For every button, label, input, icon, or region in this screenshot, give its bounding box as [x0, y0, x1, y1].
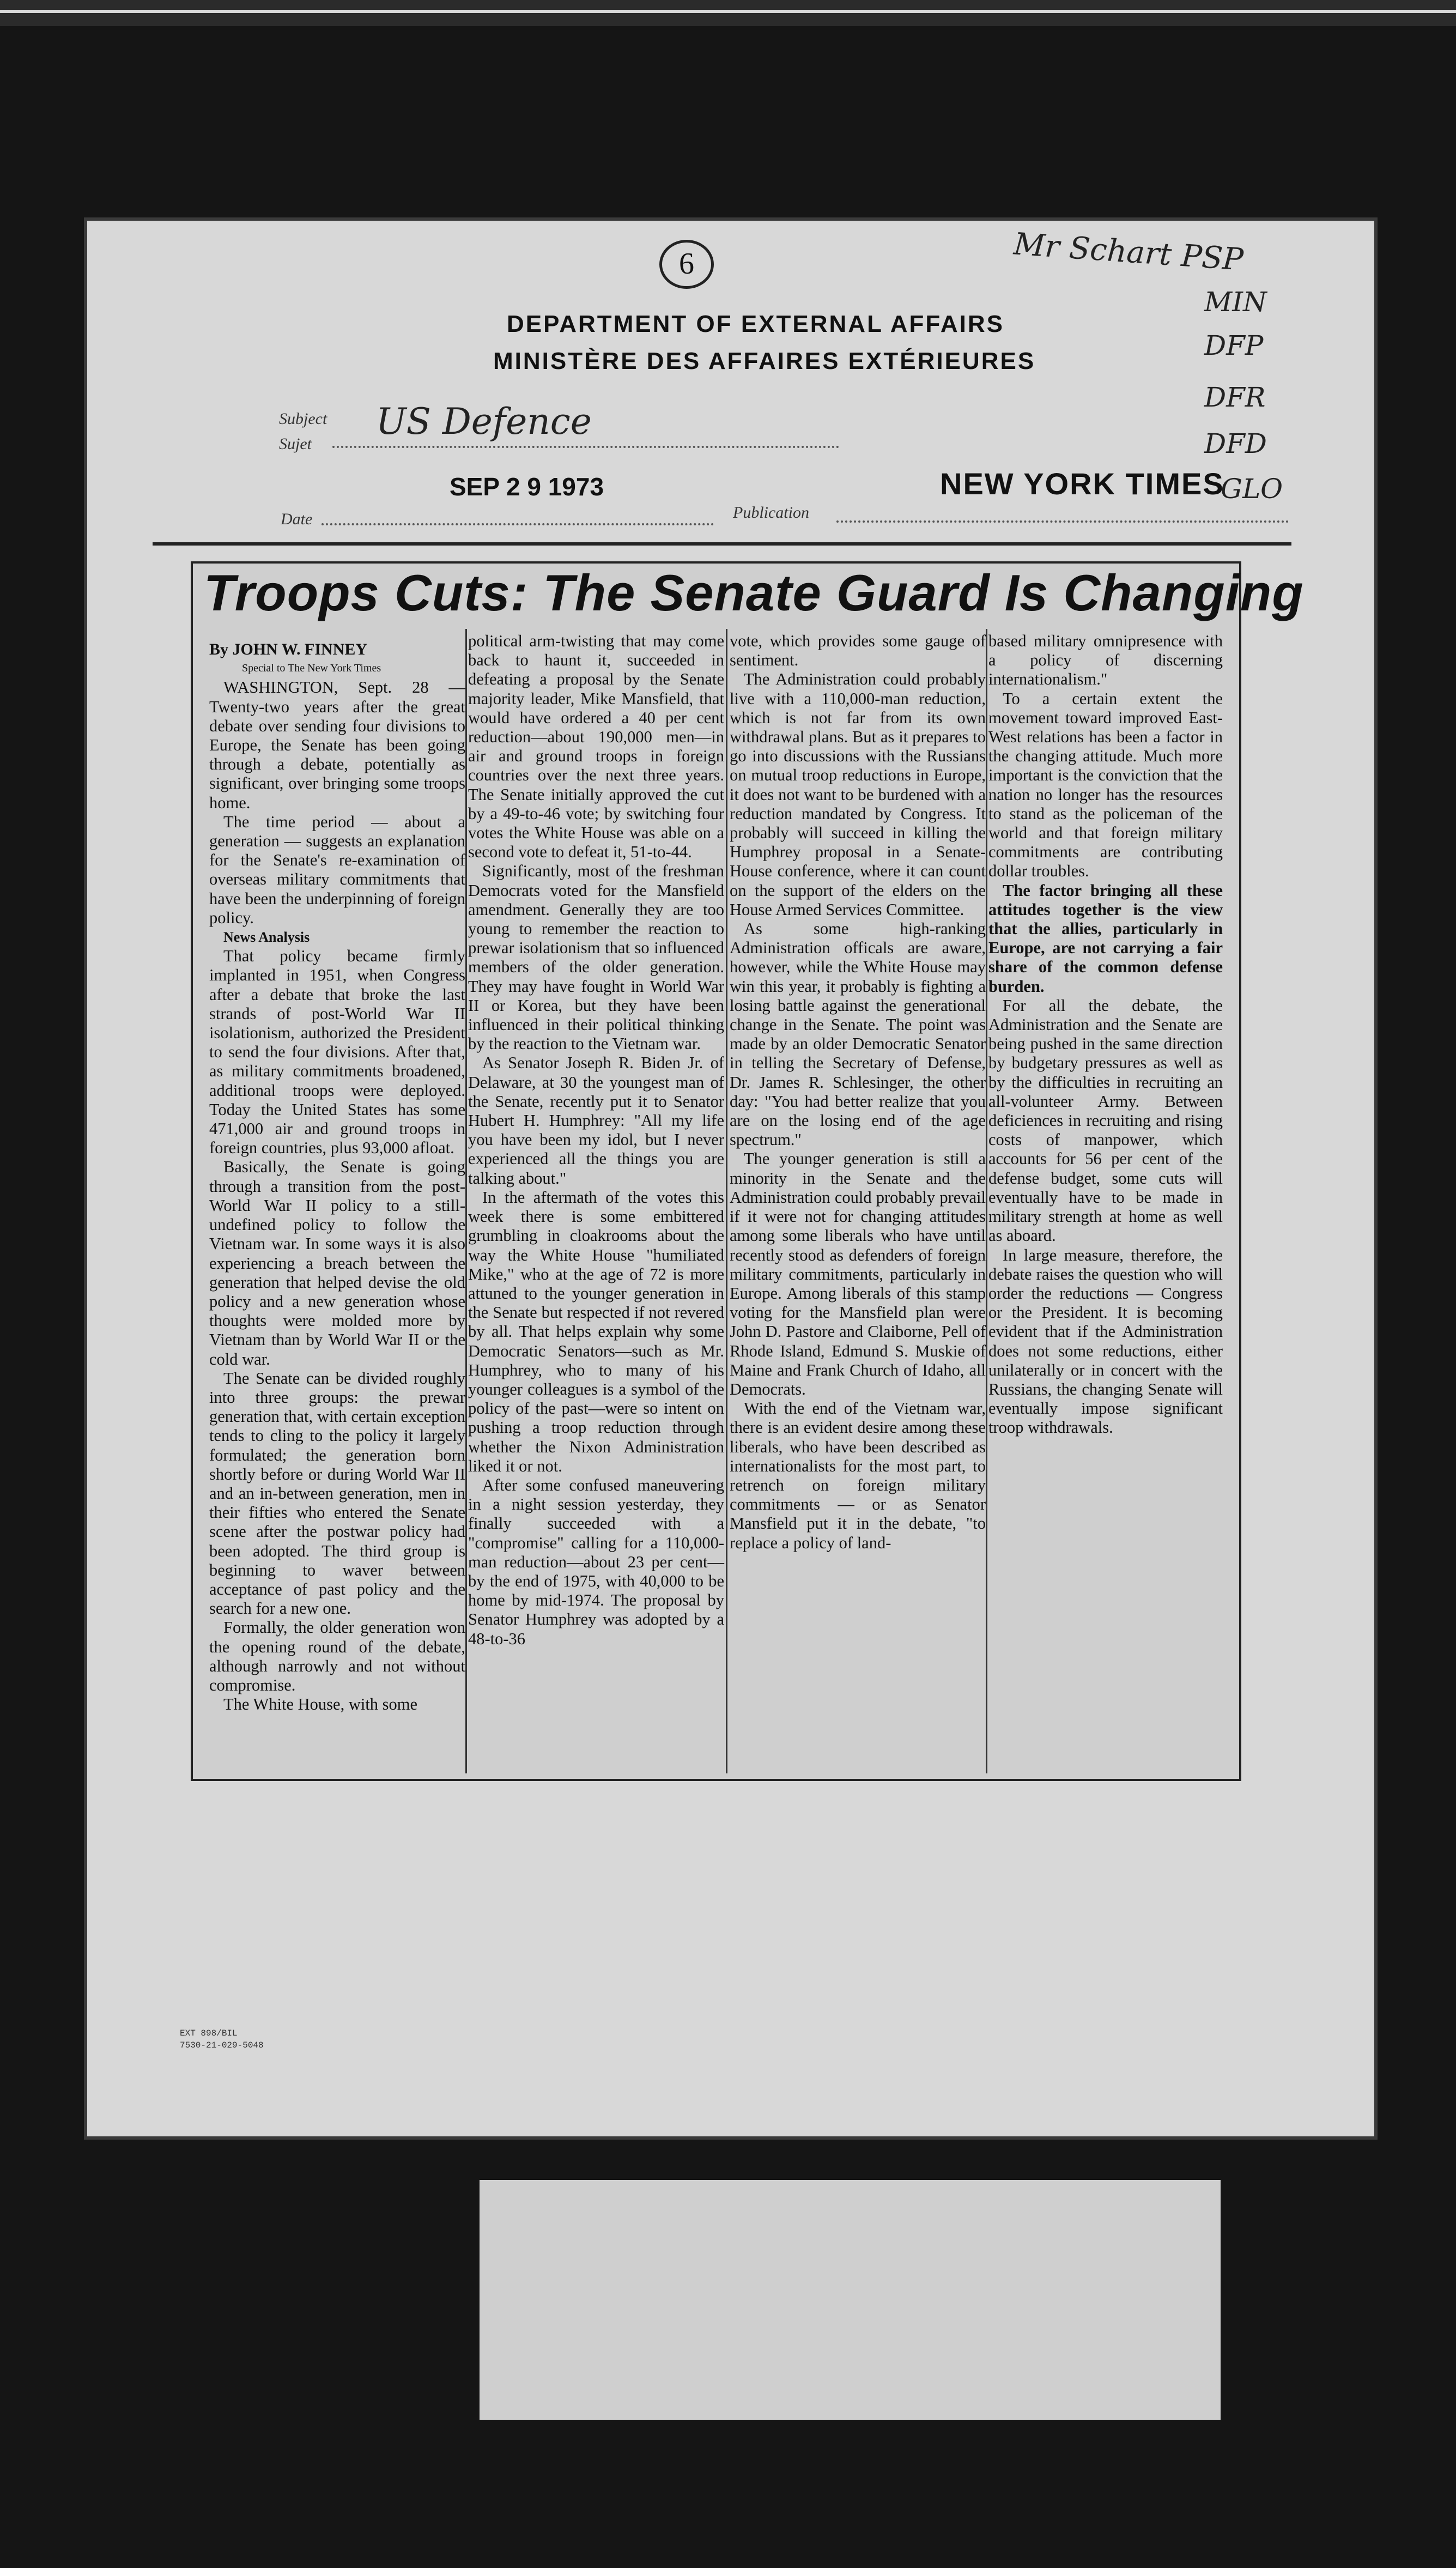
- article-paragraph: Basically, the Senate is going through a transition from the post-World War II policy to a still-undefined policy to follow the Vietnam war. In some ways it is also experiencing a breach between the generation that helped devise the old policy and a new generation whose thoughts were molded more by Vietnam than by World War II or the cold war.: [209, 1158, 465, 1368]
- article-paragraph: vote, which provides some gauge of sentiment.: [730, 632, 986, 670]
- department-fr: MINISTÈRE DES AFFAIRES EXTÉRIEURES: [493, 348, 1036, 374]
- subject-line: [332, 446, 839, 448]
- routing-line-6: GLO: [1221, 473, 1283, 505]
- article-column-1: [209, 640, 465, 1714]
- date-line: [321, 523, 714, 525]
- article-paragraph: For all the debate, the Administration and the Senate are being pushed in the same direction by budgetary pressures as well as by the difficulties in recruiting an all-volunteer Army. Between deficiences in recruiting and rising costs of manpower, which accounts for 56 per cent of the defense budget, some cuts will eventually have to be made in military strength at home as well as aboard.: [988, 996, 1223, 1245]
- date-stamp: SEP 2 9 1973: [450, 473, 604, 501]
- routing-line-2: MIN: [1204, 286, 1267, 318]
- article-byline: By JOHN W. FINNEY: [209, 640, 368, 658]
- routing-line-5: DFD: [1204, 428, 1267, 459]
- article-paragraph: WASHINGTON, Sept. 28 — Twenty-two years after the great debate over sending four divisions to Europe, the Senate has been going through a debate, potentially as significant, over bringing some troops home.: [209, 678, 465, 812]
- subject-label-fr: Sujet: [279, 435, 312, 453]
- article-paragraph: That policy became firmly implanted in 1951, when Congress after a debate that broke the last strands of post-World War II isolationism, authorized the President to send the four divisions. After that, as military commitments broadened, additional troops were deployed. Today the United States has some 471,000 air and ground troops in foreign countries, plus 93,000 afloat.: [209, 947, 465, 1158]
- article-column-3: [730, 632, 986, 1553]
- form-code: [180, 2027, 264, 2051]
- film-top-edge: [0, 0, 1456, 26]
- article-paragraph: In the aftermath of the votes this week there is some embittered grumbling in cloakrooms about the way the White House "humiliated Mike," who at the age of 72 is more attuned to the younger generation in the Senate but respected if not revered by all. That helps explain why some Democratic Senators—such as Mr. Humphrey, who to many of his younger colleagues is a symbol of the policy of the past—were so intent on pushing a troop reduction through whether the Nixon Administration liked it or not.: [468, 1188, 724, 1475]
- article-column-2: [468, 632, 724, 1649]
- form-code-line-2: 7530-21-029-5048: [180, 2040, 264, 2050]
- article-paragraph: As some high-ranking Administration officals are aware, however, while the White House may win this year, it probably is fighting a losing battle against the generational change in the Senate. The point was made by an older Democratic Senator in telling the Secretary of Defense, Dr. James R. Schlesinger, the other day: "You had better realize that you are on the losing end of the age spectrum.": [730, 919, 986, 1149]
- column-rule: [465, 629, 467, 1773]
- article-paragraph: The factor bringing all these attitudes together is the view that the allies, particularly in Europe, are not carrying a fair share of the common defense burden.: [988, 881, 1223, 996]
- subject-value: US Defence: [376, 401, 592, 443]
- article-paragraph: After some confused maneuvering in a night session yesterday, they finally succeeded with a "compromise" calling for a 110,000-man reduction—about 23 per cent—by the end of 1975, with 40,000 to be home by mid-1974. The proposal by Senator Humphrey was adopted by a 48-to-36: [468, 1475, 724, 1648]
- article-paragraph: The White House, with some: [223, 1695, 418, 1714]
- article-paragraph: The time period — about a generation — suggests an explanation for the Senate's re-examination of overseas military commitments that have been the underpinning of foreign policy.: [209, 812, 465, 927]
- article-paragraph: Formally, the older generation won the opening round of the debate, although narrowly and not without compromise.: [209, 1618, 465, 1694]
- subject-label-en: Subject: [279, 410, 327, 428]
- article-paragraph: To a certain extent the movement toward improved East-West relations has been a factor in the changing attitude. Much more important is the conviction that the nation no longer has the resources to stand as the policeman of the world and that foreign military commitments are contributing dollar troubles.: [988, 689, 1223, 881]
- news-analysis-tag: News Analysis: [223, 929, 310, 946]
- blank-slip: [480, 2180, 1221, 2420]
- column-rule: [726, 629, 727, 1773]
- column-rule: [986, 629, 987, 1773]
- department-en: DEPARTMENT OF EXTERNAL AFFAIRS: [507, 311, 1004, 337]
- article-paragraph: In large measure, therefore, the debate raises the question who will order the reductions — Congress or the President. It is becoming evident that if the Administration does not some reductions, either unilaterally or in concert with the Russians, the changing Senate will eventually impose significant troop withdrawals.: [988, 1245, 1223, 1437]
- form-code-line-1: EXT 898/BIL: [180, 2028, 238, 2038]
- article-paragraph: The younger generation is still a minority in the Senate and the Administration could probably prevail if it were not for changing attitudes among some liberals who have until recently stood as defenders of foreign military commitments, particularly in Europe. Among liberals of this stamp voting for the Mansfield plan were John D. Pastore and Claiborne, Pell of Rhode Island, Edmund S. Muskie of Maine and Frank Church of Idaho, all Democrats.: [730, 1149, 986, 1398]
- article-paragraph: The Administration could probably live with a 110,000-man reduction, which is not far from its own withdrawal plans. But as it prepares to go into discussions with the Russians on mutual troop reductions in Europe, it does not want to be burdened with a reduction mandated by Congress. It probably will succeed in killing the Humphrey proposal in a Senate-House conference, where it can count on the support of the elders on the House Armed Services Committee.: [730, 670, 986, 919]
- article-headline: Troops Cuts: The Senate Guard Is Changing: [204, 564, 1304, 621]
- article-paragraph: As Senator Joseph R. Biden Jr. of Delaware, at 30 the youngest man of the Senate, recently put it to Senator Hubert H. Humphrey: "All my life you have been my idol, but I never experienced all the things you are talking about.": [468, 1053, 724, 1188]
- article-paragraph: With the end of the Vietnam war, there is an evident desire among these liberals, who have been described as internationalists for the most part, to retrench on foreign military commitments — or as Senator Mansfield put it in the debate, "to replace a policy of land-: [730, 1399, 986, 1552]
- publication-label: Publication: [733, 504, 809, 522]
- newspaper-clipping: [191, 561, 1304, 1781]
- publication-line: [836, 520, 1289, 523]
- article-paragraph: Significantly, most of the freshman Democrats voted for the Mansfield amendment. Generally they are too young to remember the reaction to prewar isolationism that so influenced members of the older generation. They may have fought in World War II or Korea, but they have been influenced in their political thinking by the reaction to the Vietnam war.: [468, 862, 724, 1053]
- routing-line-4: DFR: [1204, 381, 1266, 413]
- article-column-4: [988, 632, 1223, 1438]
- article-paragraph: political arm-twisting that may come back to haunt it, succeeded in defeating a proposal by the Senate majority leader, Mike Mansfield, that would have ordered a 40 per cent reduction—about 190,000 men—in air and ground troops in foreign countries over the next three years. The Senate initially approved the cut by a 49-to-46 vote; by switching four votes the White House was able on a second vote to defeat it, 51-to-44.: [468, 632, 724, 862]
- date-label: Date: [281, 510, 313, 528]
- article-paragraph: based military omnipresence with a policy of discerning internationalism.": [988, 632, 1223, 689]
- article-paragraph: The Senate can be divided roughly into three groups: the prewar generation that, with certain exception tends to cling to the policy it largely formulated; the generation born shortly before or during World War II and an in-between generation, men in their fifties who entered the Senate scene after the postwar policy had been adopted. The third group is beginning to waver between acceptance of past policy and the search for a new one.: [209, 1368, 465, 1618]
- routing-line-1: Mr Schart PSP: [1012, 226, 1245, 278]
- page-number-circle: 6: [659, 240, 714, 289]
- form-rule: [153, 542, 1291, 546]
- article-special-credit: Special to The New York Times: [242, 662, 381, 675]
- routing-line-3: DFP: [1204, 330, 1264, 361]
- publication-value: NEW YORK TIMES: [940, 467, 1224, 501]
